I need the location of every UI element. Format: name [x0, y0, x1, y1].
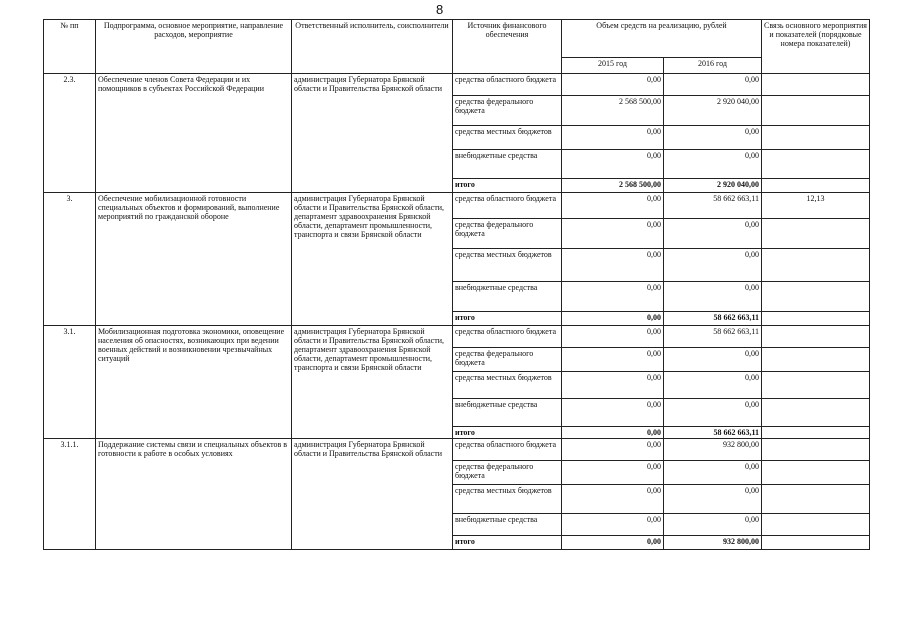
indicator-link	[762, 536, 870, 550]
value-2016: 0,00	[664, 485, 762, 514]
indicator-link	[762, 150, 870, 179]
header-volume: Объем средств на реализацию, рублей	[562, 20, 762, 58]
funding-source: итого	[453, 179, 562, 193]
value-2015: 0,00	[562, 348, 664, 372]
indicator-link	[762, 399, 870, 427]
funding-source: средства федерального бюджета	[453, 348, 562, 372]
header-executor: Ответственный исполнитель, соисполнители	[292, 20, 453, 74]
value-2015: 0,00	[562, 249, 664, 282]
page-number: 8	[436, 2, 444, 17]
value-2016: 58 662 663,11	[664, 427, 762, 439]
value-2015: 0,00	[562, 312, 664, 326]
indicator-link	[762, 348, 870, 372]
value-2016: 0,00	[664, 514, 762, 536]
indicator-link	[762, 74, 870, 96]
value-2016: 58 662 663,11	[664, 312, 762, 326]
funding-source: средства федерального бюджета	[453, 461, 562, 485]
activity-name: Обеспечение членов Совета Федерации и их помощников в субъектах Российской Федерации	[96, 74, 292, 193]
funding-source: средства местных бюджетов	[453, 249, 562, 282]
table-row	[44, 193, 870, 219]
value-2016: 932 800,00	[664, 439, 762, 461]
funding-source: итого	[453, 312, 562, 326]
table-row	[44, 326, 870, 348]
indicator-link	[762, 427, 870, 439]
executor: администрация Губернатора Брянской области и Правительства Брянской области	[292, 74, 453, 193]
value-2015: 0,00	[562, 514, 664, 536]
value-2016: 0,00	[664, 461, 762, 485]
value-2016: 0,00	[664, 372, 762, 399]
funding-source: внебюджетные средства	[453, 282, 562, 312]
value-2015: 0,00	[562, 372, 664, 399]
value-2015: 0,00	[562, 399, 664, 427]
indicator-link	[762, 312, 870, 326]
value-2015: 0,00	[562, 427, 664, 439]
funding-source: средства областного бюджета	[453, 439, 562, 461]
table-row	[44, 439, 870, 461]
value-2015: 0,00	[562, 126, 664, 150]
executor: администрация Губернатора Брянской области и Правительства Брянской области, департамент здравоохранения Брянской области, департамент промышленности, транспорта и связи Брянской области	[292, 193, 453, 326]
value-2015: 0,00	[562, 326, 664, 348]
indicator-link	[762, 514, 870, 536]
value-2015: 0,00	[562, 282, 664, 312]
funding-source: внебюджетные средства	[453, 150, 562, 179]
header-link: Связь основного мероприятия и показателей (порядковые номера показателей)	[762, 20, 870, 74]
indicator-link	[762, 439, 870, 461]
funding-source: средства областного бюджета	[453, 74, 562, 96]
indicator-link	[762, 372, 870, 399]
value-2015: 0,00	[562, 219, 664, 249]
table-row	[44, 74, 870, 96]
value-2016: 58 662 663,11	[664, 326, 762, 348]
funding-source: итого	[453, 536, 562, 550]
funding-source: средства федерального бюджета	[453, 96, 562, 126]
activity-name: Мобилизационная подготовка экономики, оповещение населения об опасностях, возникающих при ведении военных действий и возникновении чрезвычайных ситуаций	[96, 326, 292, 439]
indicator-link: 12,13	[762, 193, 870, 219]
funding-source: средства областного бюджета	[453, 326, 562, 348]
value-2016: 0,00	[664, 399, 762, 427]
funding-source: средства федерального бюджета	[453, 219, 562, 249]
executor: администрация Губернатора Брянской области и Правительства Брянской области, департамент здравоохранения Брянской области, департамент промышленности, транспорта и связи Брянской области	[292, 326, 453, 439]
value-2016: 932 800,00	[664, 536, 762, 550]
funding-source: средства местных бюджетов	[453, 372, 562, 399]
activity-name: Поддержание системы связи и специальных объектов в готовности к работе в особых условиях	[96, 439, 292, 550]
row-number: 3.1.1.	[44, 439, 96, 550]
value-2015: 0,00	[562, 536, 664, 550]
funding-table	[43, 19, 870, 550]
row-number: 2.3.	[44, 74, 96, 193]
value-2016: 0,00	[664, 282, 762, 312]
header-row-1	[44, 20, 870, 58]
funding-source: итого	[453, 427, 562, 439]
indicator-link	[762, 179, 870, 193]
funding-source: средства местных бюджетов	[453, 485, 562, 514]
value-2015: 0,00	[562, 461, 664, 485]
value-2016: 0,00	[664, 74, 762, 96]
value-2015: 2 568 500,00	[562, 179, 664, 193]
value-2016: 0,00	[664, 219, 762, 249]
activity-name: Обеспечение мобилизационной готовности специальных объектов и формирований, выполнение мероприятий по гражданской обороне	[96, 193, 292, 326]
header-subprogram: Подпрограмма, основное мероприятие, направление расходов, мероприятие	[96, 20, 292, 74]
row-number: 3.	[44, 193, 96, 326]
funding-source: внебюджетные средства	[453, 514, 562, 536]
indicator-link	[762, 219, 870, 249]
value-2016: 0,00	[664, 126, 762, 150]
indicator-link	[762, 461, 870, 485]
value-2016: 0,00	[664, 249, 762, 282]
value-2015: 0,00	[562, 150, 664, 179]
header-num: № пп	[44, 20, 96, 74]
value-2016: 0,00	[664, 348, 762, 372]
value-2016: 58 662 663,11	[664, 193, 762, 219]
indicator-link	[762, 282, 870, 312]
value-2016: 0,00	[664, 150, 762, 179]
funding-source: средства областного бюджета	[453, 193, 562, 219]
value-2015: 0,00	[562, 485, 664, 514]
value-2016: 2 920 040,00	[664, 96, 762, 126]
indicator-link	[762, 249, 870, 282]
indicator-link	[762, 485, 870, 514]
funding-source: средства местных бюджетов	[453, 126, 562, 150]
header-2015: 2015 год	[562, 58, 664, 74]
value-2015: 0,00	[562, 193, 664, 219]
indicator-link	[762, 96, 870, 126]
executor: администрация Губернатора Брянской области и Правительства Брянской области	[292, 439, 453, 550]
value-2015: 2 568 500,00	[562, 96, 664, 126]
indicator-link	[762, 326, 870, 348]
header-2016: 2016 год	[664, 58, 762, 74]
row-number: 3.1.	[44, 326, 96, 439]
value-2016: 2 920 040,00	[664, 179, 762, 193]
header-source: Источник финансового обеспечения	[453, 20, 562, 74]
value-2015: 0,00	[562, 74, 664, 96]
value-2015: 0,00	[562, 439, 664, 461]
indicator-link	[762, 126, 870, 150]
funding-source: внебюджетные средства	[453, 399, 562, 427]
